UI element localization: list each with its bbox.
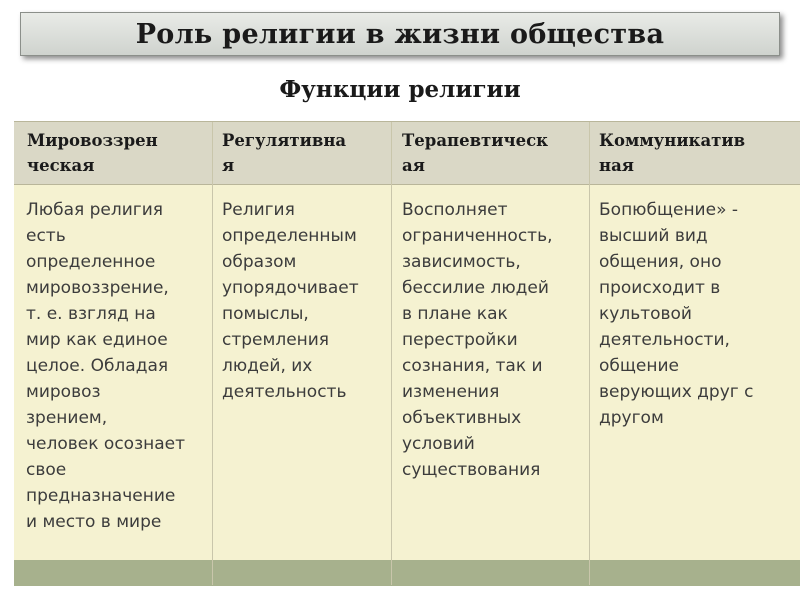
column-divider — [391, 122, 392, 585]
title-bar — [20, 12, 780, 56]
body-line: мир как единое — [26, 330, 168, 350]
body-line: предназначение — [26, 486, 176, 506]
body-line: верующих друг с — [599, 382, 754, 402]
body-line: и место в мире — [26, 512, 162, 532]
body-line: деятельности, — [599, 330, 730, 350]
body-line: целое. Обладая — [26, 356, 169, 376]
header-line: ная — [599, 156, 634, 175]
body-line: Восполняет — [402, 200, 508, 220]
body-line: сознания, так и — [402, 356, 543, 376]
body-line: перестройки — [402, 330, 518, 350]
header-cell-worldview — [27, 128, 158, 178]
body-line: определенное — [26, 252, 156, 272]
body-line: происходит в — [599, 278, 721, 298]
body-line: Бопюбщение» - — [599, 200, 739, 220]
header-line: Регулятивна — [222, 131, 347, 150]
body-line: условий — [402, 434, 475, 454]
body-line: деятельность — [222, 382, 347, 402]
body-line: изменения — [402, 382, 500, 402]
body-line: свое — [26, 460, 67, 480]
page-title: Роль религии в жизни общества — [135, 18, 665, 50]
body-line: мировоз — [26, 382, 101, 402]
body-line: есть — [26, 226, 66, 246]
body-line: зрением, — [26, 408, 108, 428]
body-line: стремления — [222, 330, 330, 350]
body-cell-therapeutic — [402, 197, 553, 483]
body-line: т. е. взгляд на — [26, 304, 156, 324]
body-line: человек осознает — [26, 434, 186, 454]
header-cell-communicative — [599, 128, 745, 178]
body-line: определенным — [222, 226, 357, 246]
body-line: Религия — [222, 200, 295, 220]
header-line: Мировоззрен — [27, 131, 158, 150]
body-line: мировоззрение, — [26, 278, 169, 298]
body-line: ограниченность, — [402, 226, 553, 246]
body-cell-communicative — [599, 197, 753, 431]
religion-functions-table — [14, 121, 800, 585]
body-line: существования — [402, 460, 541, 480]
header-line: ческая — [27, 156, 95, 175]
body-cell-regulatory — [222, 197, 359, 405]
body-cell-worldview — [26, 197, 185, 535]
body-line: общение — [599, 356, 679, 376]
column-divider — [212, 122, 213, 585]
header-line: ая — [402, 156, 425, 175]
body-line: объективных — [402, 408, 522, 428]
body-line: высший вид — [599, 226, 708, 246]
header-line: Коммуникатив — [599, 131, 746, 150]
body-line: в плане как — [402, 304, 508, 324]
body-line: другом — [599, 408, 664, 428]
header-cell-therapeutic — [402, 128, 548, 178]
header-line: я — [222, 156, 235, 175]
column-divider — [589, 122, 590, 585]
body-line: людей, их — [222, 356, 313, 376]
body-line: общения, оно — [599, 252, 722, 272]
body-line: упорядочивает — [222, 278, 359, 298]
table-footer-row — [14, 560, 800, 586]
table-subtitle: Функции религии — [279, 76, 521, 103]
header-line: Терапевтическ — [402, 131, 549, 150]
body-line: зависимость, — [402, 252, 521, 272]
body-line: бессилие людей — [402, 278, 549, 298]
header-cell-regulatory — [222, 128, 346, 178]
body-line: помыслы, — [222, 304, 309, 324]
body-line: образом — [222, 252, 297, 272]
body-line: Любая религия — [26, 200, 163, 220]
body-line: культовой — [599, 304, 692, 324]
